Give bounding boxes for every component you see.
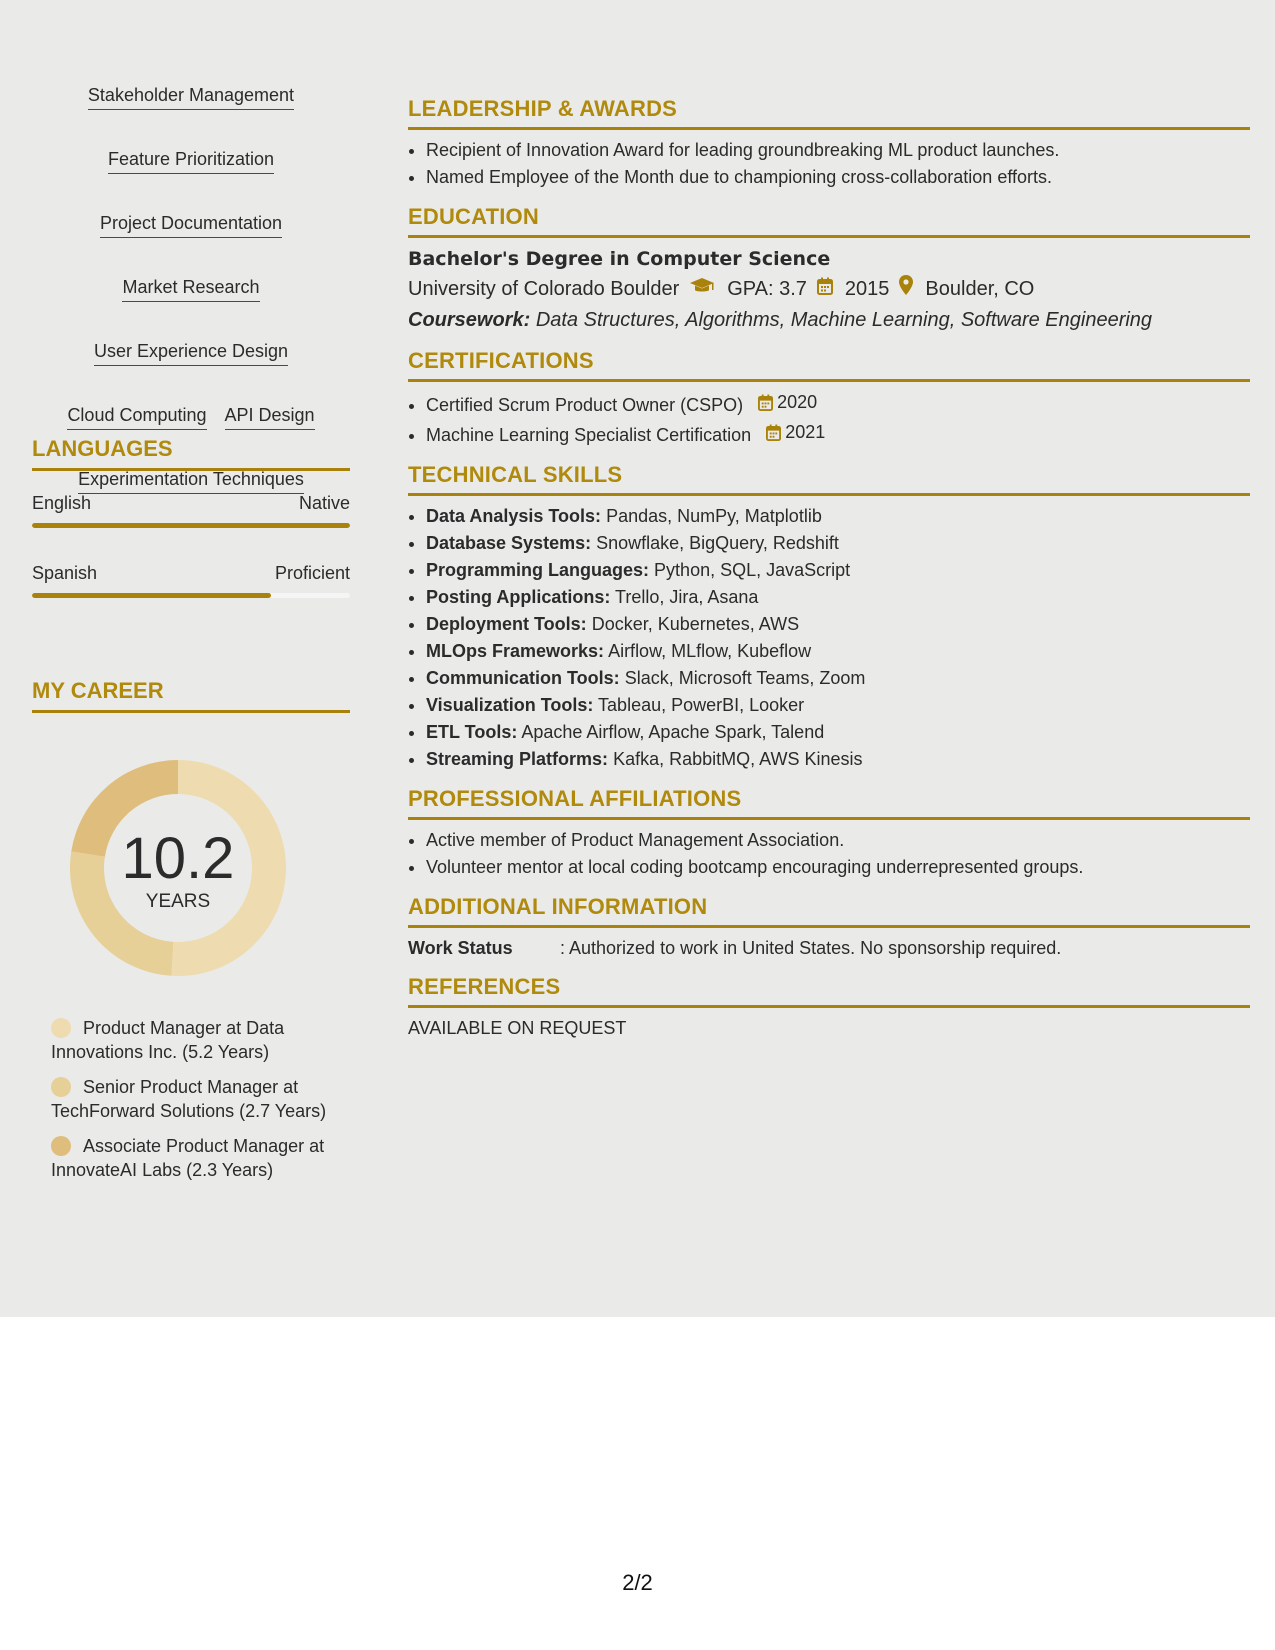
list-item: • Named Employee of the Month due to championing cross-collaboration efforts. xyxy=(426,164,1250,191)
list-item xyxy=(426,584,1250,611)
list-item xyxy=(426,503,1250,530)
references-text: AVAILABLE ON REQUEST xyxy=(408,1018,627,1038)
certification-name: Certified Scrum Product Owner (CSPO) xyxy=(426,395,744,415)
calendar-icon xyxy=(766,424,781,441)
skill-category: Posting Applications: xyxy=(426,587,611,607)
graduation-year: 2015 xyxy=(844,278,890,300)
skill-values: Docker, Kubernetes, AWS xyxy=(591,614,800,634)
skill-tag: Cloud Computing xyxy=(67,404,206,430)
language-proficiency-bar xyxy=(32,523,350,528)
career-donut-chart xyxy=(66,756,290,980)
school-location: Boulder, CO xyxy=(925,278,1035,300)
coursework xyxy=(408,305,1250,335)
skill-values: Trello, Jira, Asana xyxy=(615,587,759,607)
language-proficiency-bar xyxy=(32,593,350,598)
skill-category: ETL Tools: xyxy=(426,722,518,742)
section-heading: CERTIFICATIONS xyxy=(408,348,1250,382)
certification-name: Machine Learning Specialist Certification xyxy=(426,425,752,445)
coursework-list: Data Structures, Algorithms, Machine Learning, Software Engineering xyxy=(535,309,1153,331)
career-total-unit: YEARS xyxy=(145,891,211,912)
skill-values: Tableau, PowerBI, Looker xyxy=(598,695,805,715)
skill-values: Apache Airflow, Apache Spark, Talend xyxy=(521,722,825,742)
skill-tag: Experimentation Techniques xyxy=(78,468,304,494)
list-item xyxy=(426,665,1250,692)
skill-category: Deployment Tools: xyxy=(426,614,587,634)
calendar-icon xyxy=(817,273,833,305)
skill-tag: Market Research xyxy=(122,276,259,302)
skill-values: Python, SQL, JavaScript xyxy=(654,560,851,580)
legend-label: Associate Product Manager at InnovateAI Labs (2.3 Years) xyxy=(51,1136,325,1180)
language-name: Spanish xyxy=(32,563,98,583)
list-item xyxy=(426,719,1250,746)
location-pin-icon xyxy=(899,273,913,305)
skill-values: Snowflake, BigQuery, Redshift xyxy=(596,533,839,553)
skill-values: Airflow, MLflow, Kubeflow xyxy=(608,641,812,661)
legend-label: Senior Product Manager at TechForward Solutions (2.7 Years) xyxy=(51,1077,327,1121)
legend-dot xyxy=(51,1136,71,1156)
skill-category: Data Analysis Tools: xyxy=(426,506,602,526)
legend-label: Product Manager at Data Innovations Inc. (5.2 Years) xyxy=(51,1018,285,1062)
education-meta xyxy=(408,273,1250,305)
language-name: English xyxy=(32,493,92,513)
skill-category: Communication Tools: xyxy=(426,668,620,688)
skill-values: Kafka, RabbitMQ, AWS Kinesis xyxy=(613,749,863,769)
career-total-years: 10.2 xyxy=(121,826,235,891)
list-item xyxy=(426,611,1250,638)
work-status-row xyxy=(408,935,1250,961)
skill-category: Visualization Tools: xyxy=(426,695,594,715)
list-item xyxy=(426,389,1250,419)
skill-tag: Feature Prioritization xyxy=(108,148,274,174)
calendar-icon xyxy=(758,394,773,411)
section-heading: ADDITIONAL INFORMATION xyxy=(408,894,1250,928)
career-heading: MY CAREER xyxy=(32,678,350,713)
education-section xyxy=(408,204,1250,335)
certifications-section xyxy=(408,348,1250,449)
certification-year: 2020 xyxy=(777,392,818,412)
skill-category: Programming Languages: xyxy=(426,560,650,580)
career-legend xyxy=(51,1016,331,1193)
list-item xyxy=(426,557,1250,584)
list-item xyxy=(426,638,1250,665)
language-proficiency-fill xyxy=(32,523,350,528)
career-legend-item xyxy=(51,1016,331,1064)
career-legend-item xyxy=(51,1075,331,1123)
list-item: • Volunteer mentor at local coding bootcamp encouraging underrepresented groups. xyxy=(426,854,1250,881)
references-section xyxy=(408,974,1250,1041)
section-heading: TECHNICAL SKILLS xyxy=(408,462,1250,496)
affiliations-section xyxy=(408,786,1250,881)
additional-info-section xyxy=(408,894,1250,961)
right-column xyxy=(408,96,1250,1054)
languages-heading: LANGUAGES xyxy=(32,436,350,471)
skill-tags xyxy=(32,84,350,494)
skill-category: Database Systems: xyxy=(426,533,592,553)
language-english xyxy=(32,492,350,528)
gpa: GPA: 3.7 xyxy=(727,278,807,300)
list-item xyxy=(426,746,1250,773)
language-proficiency-fill xyxy=(32,593,271,598)
list-item xyxy=(426,530,1250,557)
page-number: 2/2 xyxy=(622,1570,653,1595)
section-heading: LEADERSHIP & AWARDS xyxy=(408,96,1250,130)
list-item xyxy=(426,419,1250,449)
degree-title: Bachelor's Degree in Computer Science xyxy=(408,248,831,270)
skill-category: Streaming Platforms: xyxy=(426,749,609,769)
graduation-cap-icon xyxy=(689,273,715,305)
certification-year: 2021 xyxy=(785,422,826,442)
language-level: Native xyxy=(298,493,350,513)
language-level: Proficient xyxy=(274,563,350,583)
section-heading: PROFESSIONAL AFFILIATIONS xyxy=(408,786,1250,820)
school-name: University of Colorado Boulder xyxy=(408,278,680,300)
skill-category: MLOps Frameworks: xyxy=(426,641,605,661)
leadership-section xyxy=(408,96,1250,191)
work-status-label: Work Status xyxy=(408,938,513,958)
career-legend-item xyxy=(51,1134,331,1182)
list-item xyxy=(426,692,1250,719)
left-column xyxy=(32,84,350,1180)
legend-dot xyxy=(51,1077,71,1097)
technical-skills-section xyxy=(408,462,1250,773)
language-spanish xyxy=(32,562,350,598)
section-heading: EDUCATION xyxy=(408,204,1250,238)
skill-values: Slack, Microsoft Teams, Zoom xyxy=(624,668,866,688)
skill-tag: Project Documentation xyxy=(100,212,282,238)
list-item: • Active member of Product Management Association. xyxy=(426,827,1250,854)
skill-values: Pandas, NumPy, Matplotlib xyxy=(606,506,822,526)
skill-tag: Stakeholder Management xyxy=(88,84,294,110)
section-heading: REFERENCES xyxy=(408,974,1250,1008)
work-status-value: : Authorized to work in United States. No sponsorship required. xyxy=(560,938,1062,958)
skill-tag: User Experience Design xyxy=(94,340,288,366)
coursework-label: Coursework: xyxy=(408,309,531,331)
legend-dot xyxy=(51,1018,71,1038)
skill-tag: API Design xyxy=(225,404,315,430)
list-item: • Recipient of Innovation Award for leading groundbreaking ML product launches. xyxy=(426,137,1250,164)
